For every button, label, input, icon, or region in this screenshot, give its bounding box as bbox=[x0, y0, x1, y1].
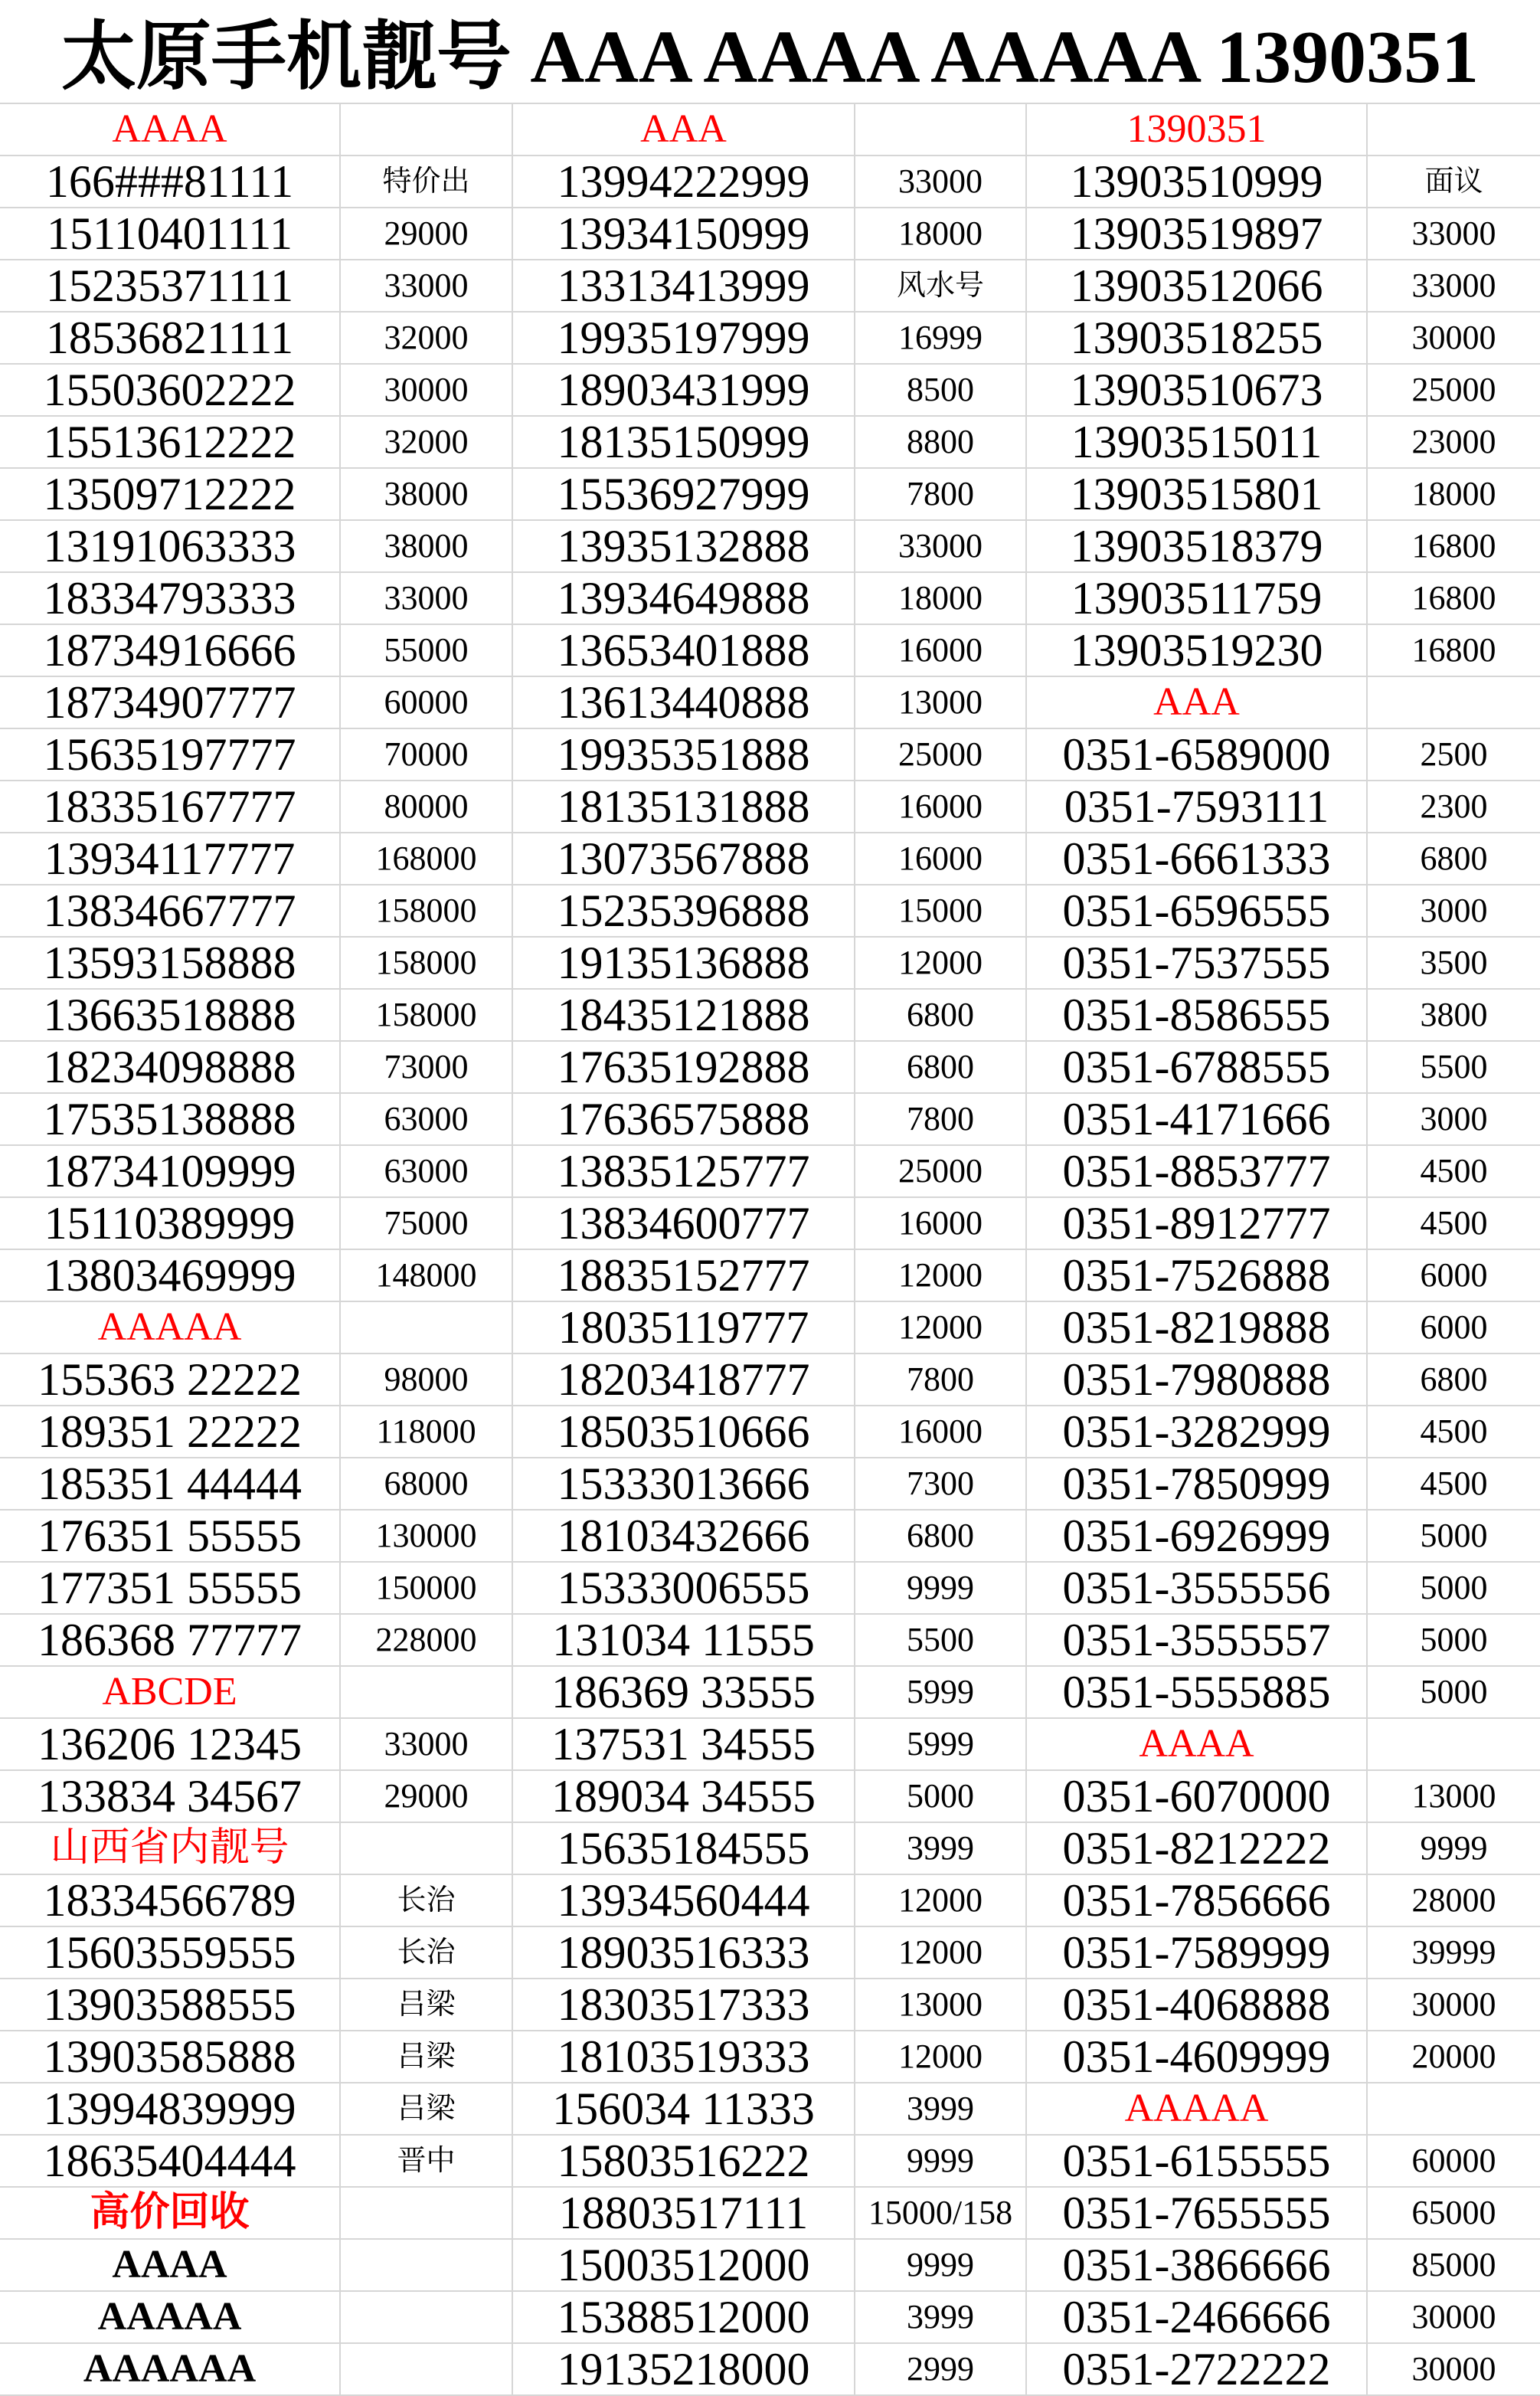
price-cell: 32000 bbox=[341, 417, 513, 469]
phone-number-cell: 13935132888 bbox=[513, 521, 855, 573]
phone-number-cell: 18635404444 bbox=[0, 2136, 341, 2188]
empty-cell bbox=[1368, 104, 1540, 156]
phone-number-cell: 15235371111 bbox=[0, 260, 341, 313]
landline-number-cell: 0351-7850999 bbox=[1027, 1458, 1368, 1511]
price-cell: 3500 bbox=[1368, 938, 1540, 990]
price-cell: 33000 bbox=[341, 573, 513, 625]
price-cell: 30000 bbox=[341, 365, 513, 417]
price-cell: 6800 bbox=[855, 1042, 1027, 1094]
phone-number-cell: 18903431999 bbox=[513, 365, 855, 417]
note-cell: 吕梁 bbox=[341, 2031, 513, 2083]
phone-number-cell: 15110401111 bbox=[0, 208, 341, 260]
note-cell: 吕梁 bbox=[341, 2083, 513, 2136]
phone-number-cell: 13903519897 bbox=[1027, 208, 1368, 260]
phone-number-cell: 15536927999 bbox=[513, 469, 855, 521]
price-cell: 63000 bbox=[341, 1094, 513, 1146]
phone-number-cell: 19935351888 bbox=[513, 729, 855, 781]
price-cell: 80000 bbox=[341, 781, 513, 833]
price-cell: 33000 bbox=[1368, 260, 1540, 313]
phone-number-cell: 18103519333 bbox=[513, 2031, 855, 2083]
price-cell: 30000 bbox=[1368, 2292, 1540, 2344]
phone-number-cell: 19935197999 bbox=[513, 313, 855, 365]
phone-number-cell: 13903588555 bbox=[0, 1979, 341, 2031]
price-cell: 5000 bbox=[855, 1771, 1027, 1823]
phone-number-cell: 13191063333 bbox=[0, 521, 341, 573]
price-cell: 148000 bbox=[341, 1250, 513, 1302]
landline-number-cell: 0351-3866666 bbox=[1027, 2240, 1368, 2292]
price-cell: 6000 bbox=[1368, 1302, 1540, 1354]
price-cell: 6000 bbox=[1368, 1250, 1540, 1302]
phone-number-cell: 13803469999 bbox=[0, 1250, 341, 1302]
price-cell: 8800 bbox=[855, 417, 1027, 469]
price-cell: 6800 bbox=[1368, 833, 1540, 885]
phone-number-cell: 18503510666 bbox=[513, 1406, 855, 1458]
price-cell: 20000 bbox=[1368, 2031, 1540, 2083]
phone-number-cell: 177351 55555 bbox=[0, 1563, 341, 1615]
price-cell: 12000 bbox=[855, 1875, 1027, 1927]
phone-number-cell: 155363 22222 bbox=[0, 1354, 341, 1406]
note-cell: 晋中 bbox=[341, 2136, 513, 2188]
price-cell: 32000 bbox=[341, 313, 513, 365]
price-cell: 5999 bbox=[855, 1719, 1027, 1771]
note-cell: 长治 bbox=[341, 1875, 513, 1927]
price-cell: 6800 bbox=[855, 990, 1027, 1042]
empty-cell bbox=[341, 2292, 513, 2344]
price-cell: 63000 bbox=[341, 1146, 513, 1198]
phone-number-cell: 18835152777 bbox=[513, 1250, 855, 1302]
price-cell: 16000 bbox=[855, 1406, 1027, 1458]
price-cell: 75000 bbox=[341, 1198, 513, 1250]
price-cell: 118000 bbox=[341, 1406, 513, 1458]
phone-number-cell: 13834600777 bbox=[513, 1198, 855, 1250]
landline-number-cell: 0351-2722222 bbox=[1027, 2344, 1368, 2396]
price-cell: 9999 bbox=[855, 2136, 1027, 2188]
phone-number-cell: 18435121888 bbox=[513, 990, 855, 1042]
price-cell: 8500 bbox=[855, 365, 1027, 417]
landline-number-cell: 0351-7526888 bbox=[1027, 1250, 1368, 1302]
phone-number-cell: 13994839999 bbox=[0, 2083, 341, 2136]
price-cell: 12000 bbox=[855, 1250, 1027, 1302]
landline-number-cell: 0351-7655555 bbox=[1027, 2188, 1368, 2240]
price-cell: 12000 bbox=[855, 1927, 1027, 1979]
phone-number-cell: 13903518379 bbox=[1027, 521, 1368, 573]
price-cell: 33000 bbox=[855, 521, 1027, 573]
phone-number-cell: 137531 34555 bbox=[513, 1719, 855, 1771]
phone-number-cell: 15635184555 bbox=[513, 1823, 855, 1875]
price-cell: 5000 bbox=[1368, 1563, 1540, 1615]
phone-number-cell: 13903515801 bbox=[1027, 469, 1368, 521]
price-cell: 30000 bbox=[1368, 2344, 1540, 2396]
price-cell: 33000 bbox=[341, 1719, 513, 1771]
section-label: AAAAA bbox=[1027, 2083, 1368, 2136]
price-cell: 130000 bbox=[341, 1511, 513, 1563]
price-cell: 12000 bbox=[855, 938, 1027, 990]
phone-number-cell: 15333013666 bbox=[513, 1458, 855, 1511]
section-label: AAA bbox=[1027, 677, 1368, 729]
phone-number-cell: 17535138888 bbox=[0, 1094, 341, 1146]
price-cell: 18000 bbox=[855, 573, 1027, 625]
price-cell: 29000 bbox=[341, 208, 513, 260]
price-cell: 5500 bbox=[1368, 1042, 1540, 1094]
price-cell: 16800 bbox=[1368, 573, 1540, 625]
price-cell: 158000 bbox=[341, 938, 513, 990]
phone-number-cell: 15603559555 bbox=[0, 1927, 341, 1979]
price-cell: 3800 bbox=[1368, 990, 1540, 1042]
phone-number-cell: 186368 77777 bbox=[0, 1615, 341, 1667]
phone-number-cell: 13903510999 bbox=[1027, 156, 1368, 208]
phone-number-cell: 13509712222 bbox=[0, 469, 341, 521]
landline-number-cell: 0351-8586555 bbox=[1027, 990, 1368, 1042]
price-cell: 68000 bbox=[341, 1458, 513, 1511]
price-cell: 39999 bbox=[1368, 1927, 1540, 1979]
landline-number-cell: 0351-6926999 bbox=[1027, 1511, 1368, 1563]
price-cell: 16999 bbox=[855, 313, 1027, 365]
price-cell: 4500 bbox=[1368, 1198, 1540, 1250]
price-cell: 38000 bbox=[341, 521, 513, 573]
phone-number-cell: 18035119777 bbox=[513, 1302, 855, 1354]
empty-cell bbox=[1368, 677, 1540, 729]
phone-number-cell: 17635192888 bbox=[513, 1042, 855, 1094]
phone-number-cell: 189034 34555 bbox=[513, 1771, 855, 1823]
landline-number-cell: 0351-7537555 bbox=[1027, 938, 1368, 990]
price-cell: 4500 bbox=[1368, 1458, 1540, 1511]
price-cell: 158000 bbox=[341, 885, 513, 938]
note-cell: 特价出 bbox=[341, 156, 513, 208]
phone-number-cell: 13903518255 bbox=[1027, 313, 1368, 365]
price-cell: 7800 bbox=[855, 1094, 1027, 1146]
phone-number-cell: 13903585888 bbox=[0, 2031, 341, 2083]
page-title: 太原手机靓号 AAA AAAA AAAAA 1390351 bbox=[0, 0, 1540, 104]
phone-number-cell: 13593158888 bbox=[0, 938, 341, 990]
phone-number-cell: 15388512000 bbox=[513, 2292, 855, 2344]
price-cell: 38000 bbox=[341, 469, 513, 521]
phone-number-cell: 13313413999 bbox=[513, 260, 855, 313]
landline-number-cell: 0351-3555557 bbox=[1027, 1615, 1368, 1667]
section-label: 1390351 bbox=[1027, 104, 1368, 156]
price-cell: 25000 bbox=[1368, 365, 1540, 417]
phone-number-cell: 15635197777 bbox=[0, 729, 341, 781]
phone-number-cell: 13934150999 bbox=[513, 208, 855, 260]
phone-number-cell: 15235396888 bbox=[513, 885, 855, 938]
price-cell: 29000 bbox=[341, 1771, 513, 1823]
landline-number-cell: 0351-2466666 bbox=[1027, 2292, 1368, 2344]
landline-number-cell: 0351-7856666 bbox=[1027, 1875, 1368, 1927]
landline-number-cell: 0351-4068888 bbox=[1027, 1979, 1368, 2031]
price-cell: 13000 bbox=[855, 677, 1027, 729]
price-cell: 13000 bbox=[1368, 1771, 1540, 1823]
phone-number-cell: 18734907777 bbox=[0, 677, 341, 729]
phone-number-cell: 18103432666 bbox=[513, 1511, 855, 1563]
price-cell: 9999 bbox=[1368, 1823, 1540, 1875]
price-cell: 2500 bbox=[1368, 729, 1540, 781]
price-cell: 28000 bbox=[1368, 1875, 1540, 1927]
price-cell: 2999 bbox=[855, 2344, 1027, 2396]
landline-number-cell: 0351-8912777 bbox=[1027, 1198, 1368, 1250]
phone-number-cell: 13613440888 bbox=[513, 677, 855, 729]
landline-number-cell: 0351-7593111 bbox=[1027, 781, 1368, 833]
price-cell: 18000 bbox=[855, 208, 1027, 260]
phone-number-cell: 19135218000 bbox=[513, 2344, 855, 2396]
phone-number-cell: 13934560444 bbox=[513, 1875, 855, 1927]
phone-number-cell: 15003512000 bbox=[513, 2240, 855, 2292]
phone-number-cell: 18334793333 bbox=[0, 573, 341, 625]
phone-number-cell: 18803517111 bbox=[513, 2188, 855, 2240]
section-label: 高价回收 bbox=[0, 2188, 341, 2240]
price-cell: 30000 bbox=[1368, 313, 1540, 365]
note-cell: 长治 bbox=[341, 1927, 513, 1979]
phone-number-cell: 131034 11555 bbox=[513, 1615, 855, 1667]
price-cell: 5500 bbox=[855, 1615, 1027, 1667]
price-cell: 4500 bbox=[1368, 1406, 1540, 1458]
phone-number-cell: 18135131888 bbox=[513, 781, 855, 833]
phone-number-cell: 13073567888 bbox=[513, 833, 855, 885]
price-cell: 9999 bbox=[855, 2240, 1027, 2292]
phone-number-cell: 18135150999 bbox=[513, 417, 855, 469]
phone-number-cell: 18734916666 bbox=[0, 625, 341, 677]
empty-cell bbox=[341, 2344, 513, 2396]
phone-number-cell: 18536821111 bbox=[0, 313, 341, 365]
section-label: AAAAAA bbox=[0, 2344, 341, 2396]
phone-number-cell: 136206 12345 bbox=[0, 1719, 341, 1771]
price-cell: 5000 bbox=[1368, 1511, 1540, 1563]
phone-number-cell: 13934649888 bbox=[513, 573, 855, 625]
section-label: ABCDE bbox=[0, 1667, 341, 1719]
empty-cell bbox=[341, 1302, 513, 1354]
phone-number-cell: 18203418777 bbox=[513, 1354, 855, 1406]
empty-cell bbox=[1368, 2083, 1540, 2136]
price-cell: 15000/158 bbox=[855, 2188, 1027, 2240]
price-cell: 70000 bbox=[341, 729, 513, 781]
section-label: AAAA bbox=[0, 2240, 341, 2292]
price-cell: 5999 bbox=[855, 1667, 1027, 1719]
phone-number-cell: 15110389999 bbox=[0, 1198, 341, 1250]
note-cell: 面议 bbox=[1368, 156, 1540, 208]
section-label: AAAAA bbox=[0, 2292, 341, 2344]
price-cell: 60000 bbox=[341, 677, 513, 729]
phone-number-cell: 13934117777 bbox=[0, 833, 341, 885]
phone-number-cell: 18334566789 bbox=[0, 1875, 341, 1927]
phone-number-cell: 15513612222 bbox=[0, 417, 341, 469]
phone-number-cell: 19135136888 bbox=[513, 938, 855, 990]
landline-number-cell: 0351-4609999 bbox=[1027, 2031, 1368, 2083]
price-cell: 33000 bbox=[1368, 208, 1540, 260]
landline-number-cell: 0351-6155555 bbox=[1027, 2136, 1368, 2188]
phone-number-cell: 15333006555 bbox=[513, 1563, 855, 1615]
price-cell: 85000 bbox=[1368, 2240, 1540, 2292]
price-cell: 65000 bbox=[1368, 2188, 1540, 2240]
price-cell: 16800 bbox=[1368, 625, 1540, 677]
phone-number-cell: 15803516222 bbox=[513, 2136, 855, 2188]
landline-number-cell: 0351-3282999 bbox=[1027, 1406, 1368, 1458]
phone-number-cell: 13903510673 bbox=[1027, 365, 1368, 417]
section-label: AAAA bbox=[1027, 1719, 1368, 1771]
price-cell: 16000 bbox=[855, 781, 1027, 833]
landline-number-cell: 0351-8219888 bbox=[1027, 1302, 1368, 1354]
empty-cell bbox=[341, 1667, 513, 1719]
empty-cell bbox=[341, 2188, 513, 2240]
landline-number-cell: 0351-5555885 bbox=[1027, 1667, 1368, 1719]
landline-number-cell: 0351-7980888 bbox=[1027, 1354, 1368, 1406]
phone-number-cell: 17636575888 bbox=[513, 1094, 855, 1146]
section-label: AAAA bbox=[0, 104, 341, 156]
empty-cell bbox=[341, 2240, 513, 2292]
phone-number-cell: 13835125777 bbox=[513, 1146, 855, 1198]
price-cell: 12000 bbox=[855, 1302, 1027, 1354]
phone-number-cell: 189351 22222 bbox=[0, 1406, 341, 1458]
phone-number-cell: 15503602222 bbox=[0, 365, 341, 417]
phone-number-cell: 13663518888 bbox=[0, 990, 341, 1042]
price-cell: 7800 bbox=[855, 469, 1027, 521]
price-cell: 3999 bbox=[855, 1823, 1027, 1875]
section-label: AAA bbox=[513, 104, 855, 156]
price-cell: 73000 bbox=[341, 1042, 513, 1094]
price-cell: 98000 bbox=[341, 1354, 513, 1406]
phone-number-cell: 13653401888 bbox=[513, 625, 855, 677]
price-cell: 150000 bbox=[341, 1563, 513, 1615]
landline-number-cell: 0351-6596555 bbox=[1027, 885, 1368, 938]
price-cell: 5000 bbox=[1368, 1615, 1540, 1667]
phone-number-cell: 18234098888 bbox=[0, 1042, 341, 1094]
price-cell: 30000 bbox=[1368, 1979, 1540, 2031]
price-cell: 5000 bbox=[1368, 1667, 1540, 1719]
price-cell: 7800 bbox=[855, 1354, 1027, 1406]
price-cell: 3999 bbox=[855, 2292, 1027, 2344]
price-cell: 25000 bbox=[855, 1146, 1027, 1198]
phone-number-cell: 186369 33555 bbox=[513, 1667, 855, 1719]
price-sheet bbox=[0, 104, 1540, 2396]
landline-number-cell: 0351-6661333 bbox=[1027, 833, 1368, 885]
phone-number-cell: 13994222999 bbox=[513, 156, 855, 208]
phone-number-cell: 13903512066 bbox=[1027, 260, 1368, 313]
landline-number-cell: 0351-4171666 bbox=[1027, 1094, 1368, 1146]
phone-number-cell: 18335167777 bbox=[0, 781, 341, 833]
price-cell: 6800 bbox=[855, 1511, 1027, 1563]
phone-number-cell: 185351 44444 bbox=[0, 1458, 341, 1511]
price-cell: 7300 bbox=[855, 1458, 1027, 1511]
landline-number-cell: 0351-8212222 bbox=[1027, 1823, 1368, 1875]
empty-cell bbox=[341, 1823, 513, 1875]
phone-number-cell: 18303517333 bbox=[513, 1979, 855, 2031]
section-label: 山西省内靓号 bbox=[0, 1823, 341, 1875]
price-cell: 228000 bbox=[341, 1615, 513, 1667]
price-cell: 55000 bbox=[341, 625, 513, 677]
phone-number-cell: 13903519230 bbox=[1027, 625, 1368, 677]
price-cell: 9999 bbox=[855, 1563, 1027, 1615]
price-cell: 16000 bbox=[855, 1198, 1027, 1250]
price-cell: 33000 bbox=[341, 260, 513, 313]
price-cell: 12000 bbox=[855, 2031, 1027, 2083]
landline-number-cell: 0351-6788555 bbox=[1027, 1042, 1368, 1094]
landline-number-cell: 0351-6589000 bbox=[1027, 729, 1368, 781]
phone-number-cell: 166###81111 bbox=[0, 156, 341, 208]
price-cell: 23000 bbox=[1368, 417, 1540, 469]
phone-number-cell: 13903511759 bbox=[1027, 573, 1368, 625]
empty-cell bbox=[341, 104, 513, 156]
landline-number-cell: 0351-3555556 bbox=[1027, 1563, 1368, 1615]
price-cell: 16000 bbox=[855, 833, 1027, 885]
landline-number-cell: 0351-6070000 bbox=[1027, 1771, 1368, 1823]
phone-number-cell: 18903516333 bbox=[513, 1927, 855, 1979]
price-cell: 158000 bbox=[341, 990, 513, 1042]
price-cell: 60000 bbox=[1368, 2136, 1540, 2188]
empty-cell bbox=[855, 104, 1027, 156]
landline-number-cell: 0351-8853777 bbox=[1027, 1146, 1368, 1198]
note-cell: 吕梁 bbox=[341, 1979, 513, 2031]
phone-number-cell: 156034 11333 bbox=[513, 2083, 855, 2136]
price-cell: 13000 bbox=[855, 1979, 1027, 2031]
price-cell: 16800 bbox=[1368, 521, 1540, 573]
empty-cell bbox=[1368, 1719, 1540, 1771]
price-cell: 25000 bbox=[855, 729, 1027, 781]
price-cell: 18000 bbox=[1368, 469, 1540, 521]
price-cell: 33000 bbox=[855, 156, 1027, 208]
note-cell: 风水号 bbox=[855, 260, 1027, 313]
price-cell: 2300 bbox=[1368, 781, 1540, 833]
landline-number-cell: 0351-7589999 bbox=[1027, 1927, 1368, 1979]
phone-number-cell: 133834 34567 bbox=[0, 1771, 341, 1823]
price-cell: 3000 bbox=[1368, 885, 1540, 938]
phone-number-cell: 13903515011 bbox=[1027, 417, 1368, 469]
phone-number-cell: 176351 55555 bbox=[0, 1511, 341, 1563]
price-cell: 15000 bbox=[855, 885, 1027, 938]
price-cell: 4500 bbox=[1368, 1146, 1540, 1198]
price-cell: 3000 bbox=[1368, 1094, 1540, 1146]
price-cell: 168000 bbox=[341, 833, 513, 885]
phone-number-cell: 13834667777 bbox=[0, 885, 341, 938]
price-cell: 16000 bbox=[855, 625, 1027, 677]
price-cell: 3999 bbox=[855, 2083, 1027, 2136]
price-cell: 6800 bbox=[1368, 1354, 1540, 1406]
section-label: AAAAA bbox=[0, 1302, 341, 1354]
phone-number-cell: 18734109999 bbox=[0, 1146, 341, 1198]
